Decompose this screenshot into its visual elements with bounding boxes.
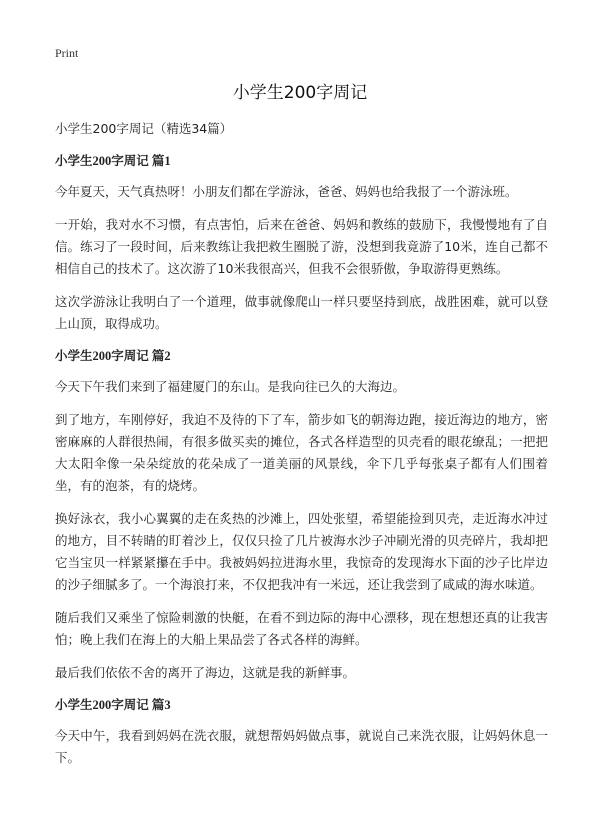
section-heading: 小学生200字周记 篇3 <box>55 698 171 712</box>
page-title: 小学生200字周记 <box>232 83 368 103</box>
paragraph: 换好泳衣，我小心翼翼的走在炙热的沙滩上，四处张望，希望能捡到贝壳，走近海水冲过的地方，目不转睛的盯着沙上，仅仅只捡了几片被海水沙子冲刷光滑的贝壳碎片，我却把它当宝贝一样紧紧攥在手中。我被妈妈拉进海水里，我惊奇的发现海水下面的沙子比岸边的沙子细腻多了。一个海浪打来，不仅把我冲有一米远，还让我尝到了咸咸的海水味道。 <box>55 511 548 592</box>
paragraph: 一开始，我对水不习惯，有点害怕，后来在爸爸、妈妈和教练的鼓励下，我慢慢地有了自信。练习了一段时间，后来教练让我把救生圈脱了游，没想到我竟游了10米，连自己都不相信自己的技术了。这次游了10米我很高兴，但我不会很骄傲，争取游得更熟练。 <box>55 217 548 276</box>
paragraph: 到了地方，车刚停好，我迫不及待的下了车，箭步如飞的朝海边跑，接近海边的地方，密密麻麻的人群很热闹，有很多做买卖的摊位，各式各样造型的贝壳看的眼花缭乱；一把把大太阳伞像一朵朵绽放的花朵成了一道美丽的风景线，伞下几乎每张桌子都有人们围着坐，有的泡茶，有的烧烤。 <box>55 412 548 493</box>
paragraph: 今年夏天，天气真热呀！小朋友们都在学游泳，爸爸、妈妈也给我报了一个游泳班。 <box>55 184 518 199</box>
paragraph: 今天中午，我看到妈妈在洗衣服，就想帮妈妈做点事，就说自己来洗衣服，让妈妈休息一下。 <box>55 728 548 765</box>
section-heading: 小学生200字周记 篇1 <box>55 154 171 168</box>
article-subtitle: 小学生200字周记（精选34篇） <box>55 121 233 136</box>
section-heading: 小学生200字周记 篇2 <box>55 349 171 363</box>
paragraph: 最后我们依依不舍的离开了海边，这就是我的新鲜事。 <box>55 665 356 680</box>
section-1 <box>55 151 548 335</box>
paragraph: 今天下午我们来到了福建厦门的东山。是我向往已久的大海边。 <box>55 379 406 394</box>
paragraph: 随后我们又乘坐了惊险刺激的快艇，在看不到边际的海中心漂移，现在想想还真的让我害怕；晚上我们在海上的大船上果品尝了各式各样的海鲜。 <box>55 610 548 647</box>
print-link[interactable]: Print <box>55 46 79 60</box>
paragraph: 这次学游泳让我明白了一个道理，做事就像爬山一样只要坚持到底，战胜困难，就可以登上山顶，取得成功。 <box>55 294 548 331</box>
section-2 <box>55 346 548 684</box>
section-3 <box>55 695 548 769</box>
article-body <box>55 119 548 780</box>
